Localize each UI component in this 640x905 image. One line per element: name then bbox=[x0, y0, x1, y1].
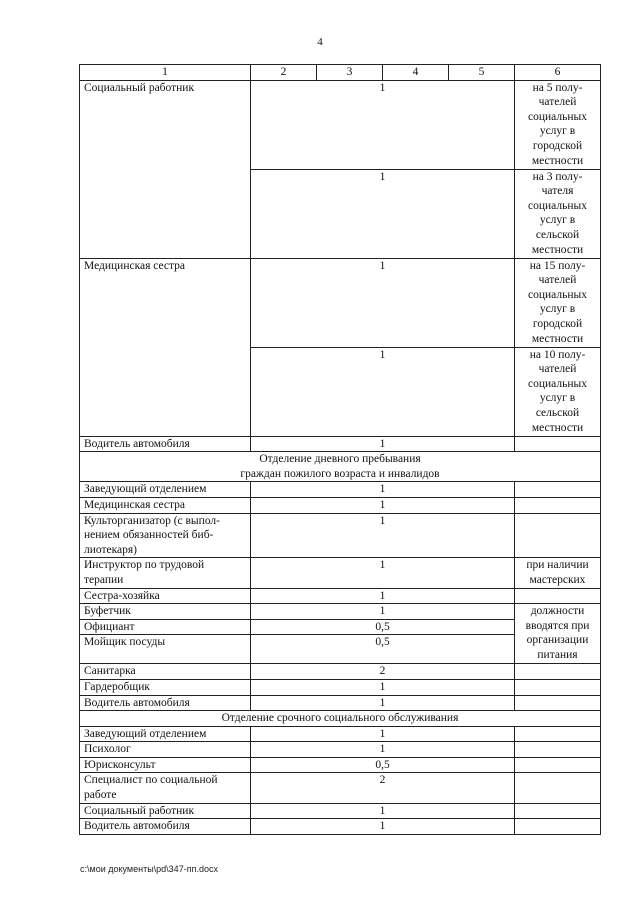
staff-count: 2 bbox=[251, 773, 515, 803]
note bbox=[515, 664, 601, 680]
table-row bbox=[80, 513, 601, 558]
column-header: 6 bbox=[515, 65, 601, 81]
table-row bbox=[80, 604, 601, 620]
note bbox=[515, 436, 601, 452]
staff-count: 1 bbox=[251, 558, 515, 588]
table-row bbox=[80, 664, 601, 680]
staff-count: 1 bbox=[251, 513, 515, 558]
note: при наличии мастерских bbox=[515, 558, 601, 588]
note: должности вводятся при организации питания bbox=[515, 604, 601, 664]
position-name: Водитель автомобиля bbox=[80, 436, 251, 452]
staff-count: 1 bbox=[251, 80, 515, 169]
table-row bbox=[80, 258, 601, 347]
table-row bbox=[80, 679, 601, 695]
file-path-footer: c:\мои документы\pd\347-пп.docx bbox=[80, 864, 218, 874]
note bbox=[515, 742, 601, 758]
table-row bbox=[80, 695, 601, 711]
table-row bbox=[80, 819, 601, 835]
section-row bbox=[80, 452, 601, 482]
staff-count: 2 bbox=[251, 664, 515, 680]
staff-count: 1 bbox=[251, 169, 515, 258]
position-name: Социальный работник bbox=[80, 803, 251, 819]
note bbox=[515, 482, 601, 498]
position-name: Водитель автомобиля bbox=[80, 695, 251, 711]
staff-count: 1 bbox=[251, 258, 515, 347]
note bbox=[515, 513, 601, 558]
staff-count: 1 bbox=[251, 819, 515, 835]
table-row bbox=[80, 803, 601, 819]
column-header: 5 bbox=[449, 65, 515, 81]
position-name: Медицинская сестра bbox=[80, 258, 251, 436]
position-name: Сестра-хозяйка bbox=[80, 588, 251, 604]
staff-count: 1 bbox=[251, 726, 515, 742]
table-row bbox=[80, 757, 601, 773]
staff-count: 1 bbox=[251, 482, 515, 498]
note bbox=[515, 726, 601, 742]
staff-count: 0,5 bbox=[251, 757, 515, 773]
position-name: Официант bbox=[80, 619, 251, 635]
note bbox=[515, 773, 601, 803]
position-name: Медицинская сестра bbox=[80, 497, 251, 513]
staff-count: 1 bbox=[251, 436, 515, 452]
position-name: Буфетчик bbox=[80, 604, 251, 620]
note bbox=[515, 803, 601, 819]
table-row bbox=[80, 436, 601, 452]
table-row bbox=[80, 80, 601, 169]
table-row bbox=[80, 726, 601, 742]
note bbox=[515, 497, 601, 513]
position-name: Инструктор по трудовой терапии bbox=[80, 558, 251, 588]
position-name: Социальный работник bbox=[80, 80, 251, 258]
position-name: Санитарка bbox=[80, 664, 251, 680]
table-row bbox=[80, 558, 601, 588]
note bbox=[515, 588, 601, 604]
column-header: 3 bbox=[317, 65, 383, 81]
table-row bbox=[80, 497, 601, 513]
position-name: Юрисконсульт bbox=[80, 757, 251, 773]
staffing-table bbox=[79, 64, 601, 835]
position-name: Заведующий отделением bbox=[80, 726, 251, 742]
table-row bbox=[80, 588, 601, 604]
position-name: Специалист по социальной работе bbox=[80, 773, 251, 803]
note: на 15 полу- чателей социальных услуг в городской местности bbox=[515, 258, 601, 347]
position-name: Мойщик посуды bbox=[80, 635, 251, 664]
section-title: Отделение дневного пребывания граждан пожилого возраста и инвалидов bbox=[80, 452, 601, 482]
staff-count: 1 bbox=[251, 695, 515, 711]
note: на 5 полу- чателей социальных услуг в городской местности bbox=[515, 80, 601, 169]
section-title: Отделение срочного социального обслуживания bbox=[80, 711, 601, 727]
staff-count: 1 bbox=[251, 347, 515, 436]
note bbox=[515, 695, 601, 711]
position-name: Гардеробщик bbox=[80, 679, 251, 695]
position-name: Заведующий отделением bbox=[80, 482, 251, 498]
staff-count: 1 bbox=[251, 742, 515, 758]
column-header: 2 bbox=[251, 65, 317, 81]
note bbox=[515, 819, 601, 835]
table-header-row bbox=[80, 65, 601, 81]
note: на 10 полу- чателей социальных услуг в сельской местности bbox=[515, 347, 601, 436]
position-name: Психолог bbox=[80, 742, 251, 758]
table-row bbox=[80, 482, 601, 498]
note bbox=[515, 679, 601, 695]
position-name: Культорганизатор (с выпол- нением обязанностей биб- лиотекаря) bbox=[80, 513, 251, 558]
staff-count: 0,5 bbox=[251, 635, 515, 664]
staff-count: 1 bbox=[251, 679, 515, 695]
column-header: 4 bbox=[383, 65, 449, 81]
note: на 3 полу- чателя социальных услуг в сельской местности bbox=[515, 169, 601, 258]
section-row bbox=[80, 711, 601, 727]
staff-count: 1 bbox=[251, 604, 515, 620]
staff-count: 1 bbox=[251, 588, 515, 604]
staff-count: 1 bbox=[251, 803, 515, 819]
page-number: 4 bbox=[317, 36, 323, 48]
column-header: 1 bbox=[80, 65, 251, 81]
table-row bbox=[80, 742, 601, 758]
position-name: Водитель автомобиля bbox=[80, 819, 251, 835]
table-row bbox=[80, 773, 601, 803]
note bbox=[515, 757, 601, 773]
staff-count: 1 bbox=[251, 497, 515, 513]
staff-count: 0,5 bbox=[251, 619, 515, 635]
